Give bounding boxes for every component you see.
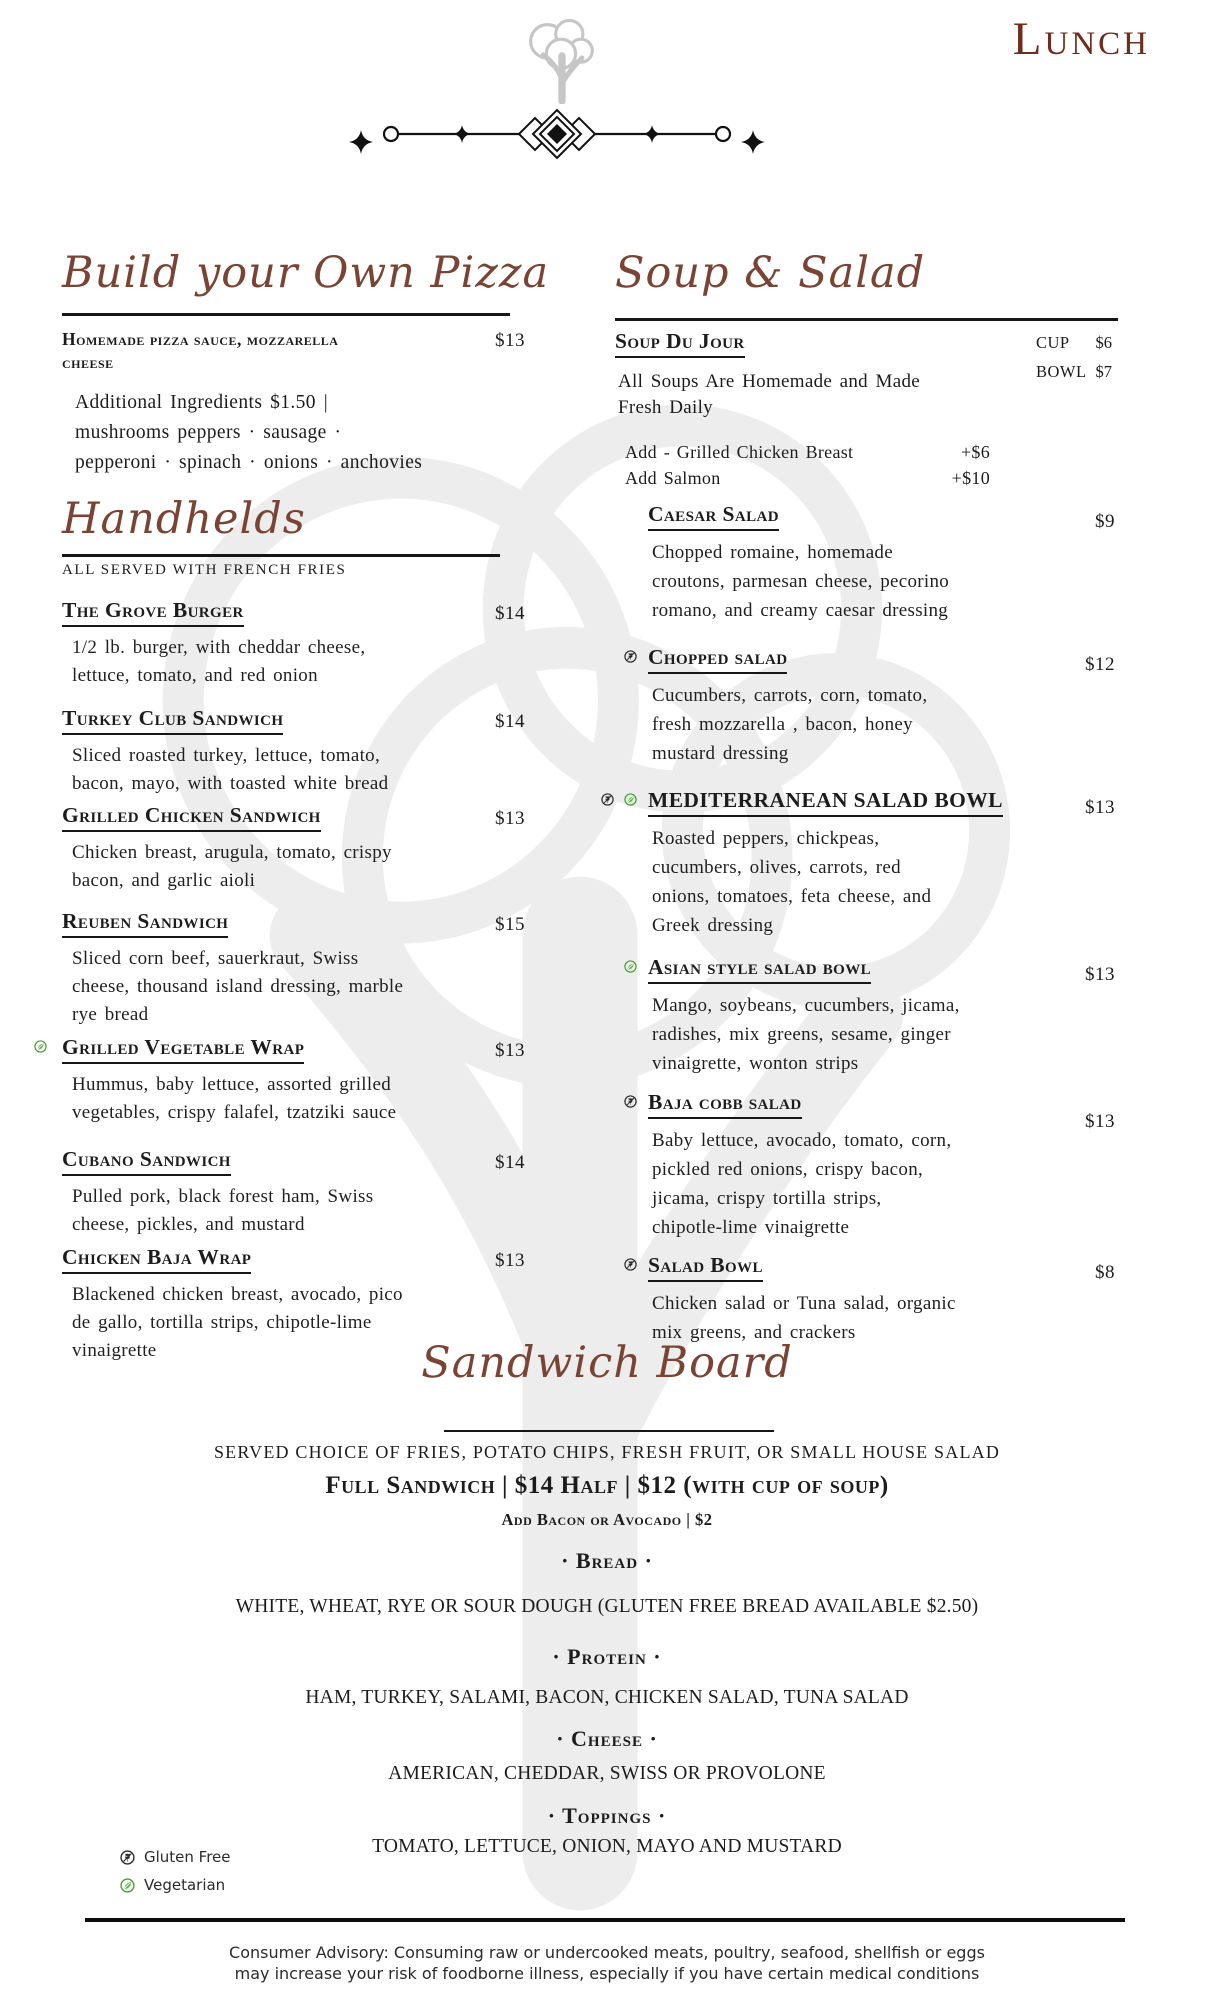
sandwich-served-line: SERVED CHOICE OF FRIES, POTATO CHIPS, FRESH FRUIT, OR SMALL HOUSE SALAD (213, 1442, 1001, 1462)
legend-label: Vegetarian (144, 1876, 226, 1894)
menu-item (62, 707, 525, 798)
item-description: 1/2 lb. burger, with cheddar cheese, lettuce, tomato, and red onion (72, 636, 366, 686)
sandwich-group-options: HAM, TURKEY, SALAMI, BACON, CHICKEN SALAD, TUNA SALAD (305, 1687, 909, 1708)
item-price: $13 (1085, 964, 1115, 985)
section-heading-soup-salad: Soup & Salad (615, 248, 926, 298)
menu-item (615, 646, 1115, 768)
pizza-note: Additional Ingredients $1.50 | mushrooms peppers · sausage · pepperoni · spinach · onions · anchovies (75, 392, 423, 473)
sandwich-group-title: · Cheese · (556, 1726, 658, 1751)
item-price: $14 (495, 603, 525, 624)
item-name: Soup Du Jour (615, 330, 745, 358)
menu-item (62, 328, 525, 374)
item-description: Sliced roasted turkey, lettuce, tomato, bacon, mayo, with toasted white bread (72, 744, 389, 794)
soup-description: All Soups Are Homemade and Made Fresh Daily (618, 371, 920, 418)
item-name: Turkey Club Sandwich (62, 707, 283, 735)
item-name: Cubano Sandwich (62, 1148, 231, 1176)
sandwich-group-options: TOMATO, LETTUCE, ONION, MAYO AND MUSTARD (372, 1836, 842, 1857)
menu-item (62, 1148, 525, 1239)
page-title: Lunch (1012, 13, 1150, 65)
addon-label: Add Salmon (625, 468, 721, 488)
item-price: $15 (495, 914, 525, 935)
handhelds-subtitle: ALL SERVED WITH FRENCH FRIES (62, 562, 347, 578)
item-price: $14 (495, 711, 525, 732)
sandwich-add-line: Add Bacon or Avocado | $2 (501, 1510, 713, 1529)
consumer-advisory: Consumer Advisory: Consuming raw or undercooked meats, poultry, seafood, shellfish or eggs may increase your risk of foodborne illness, especially if you have certain medical conditions (229, 1943, 985, 1983)
menu-item-soup-du-jour (615, 330, 745, 358)
gluten-free-icon (601, 793, 614, 806)
soup-sizes (1036, 333, 1112, 391)
cup-label: CUP (1036, 333, 1070, 352)
section-heading-pizza: Build your Own Pizza (62, 248, 550, 298)
menu-item (62, 910, 525, 1029)
item-name: Salad Bowl (648, 1254, 763, 1282)
item-description: Cucumbers, carrots, corn, tomato, fresh mozzarella , bacon, honey mustard dressing (652, 684, 928, 764)
item-name: Chicken Baja Wrap (62, 1246, 251, 1274)
legend-gluten-free (120, 1848, 231, 1866)
item-price: $9 (1095, 511, 1115, 532)
sandwich-group-options: WHITE, WHEAT, RYE OR SOUR DOUGH (GLUTEN FREE BREAD AVAILABLE $2.50) (235, 1596, 979, 1617)
item-description: Sliced corn beef, sauerkraut, Swiss cheese, thousand island dressing, marble rye bread (72, 947, 404, 1025)
item-price: $8 (1095, 1262, 1115, 1283)
footer-rule (85, 1918, 1125, 1922)
soup-addon (625, 468, 990, 494)
item-price: $12 (1085, 654, 1115, 675)
item-description: Chicken breast, arugula, tomato, crispy bacon, and garlic aioli (72, 841, 392, 891)
item-name: Baja cobb salad (648, 1091, 802, 1119)
addon-label: Add - Grilled Chicken Breast (625, 442, 854, 462)
menu-item (615, 1091, 1115, 1242)
item-name: Homemade pizza sauce, mozzarella cheese (62, 329, 339, 372)
gluten-free-icon (624, 1258, 637, 1271)
menu-item (615, 789, 1115, 940)
item-price: $13 (495, 1040, 525, 1061)
heading-rule (62, 554, 500, 557)
bowl-price: $7 (1095, 362, 1112, 381)
menu-item (615, 1254, 1115, 1347)
addon-price: +$10 (951, 468, 990, 488)
section-heading-sandwich-board: Sandwich Board (421, 1338, 793, 1388)
item-price: $14 (495, 1152, 525, 1173)
item-name: Asian style salad bowl (648, 956, 871, 984)
vegetarian-icon (120, 1878, 135, 1893)
menu-item (615, 956, 1115, 1078)
heading-rule (615, 318, 1118, 321)
item-name: Reuben Sandwich (62, 910, 228, 938)
item-description: Baby lettuce, avocado, tomato, corn, pickled red onions, crispy bacon, jicama, crispy tortilla strips, chipotle-lime vinaigrette (652, 1129, 952, 1238)
item-name: MEDITERRANEAN SALAD BOWL (648, 789, 1003, 817)
sandwich-group-title: · Bread · (561, 1548, 653, 1573)
item-name: Chopped salad (648, 646, 787, 674)
vegetarian-icon (34, 1040, 47, 1053)
soup-addon (625, 442, 990, 468)
item-name: Caesar Salad (648, 503, 779, 531)
legend-vegetarian (120, 1876, 225, 1894)
addon-price: +$6 (960, 442, 990, 462)
section-heading-handhelds: Handhelds (62, 494, 306, 544)
item-description: Mango, soybeans, cucumbers, jicama, radishes, mix greens, sesame, ginger vinaigrette, wonton strips (652, 994, 960, 1074)
item-price: $13 (495, 808, 525, 829)
bowl-label: BOWL (1036, 362, 1087, 381)
vegetarian-icon (624, 960, 637, 973)
item-description: Chopped romaine, homemade croutons, parmesan cheese, pecorino romano, and creamy caesar dressing (652, 541, 950, 621)
sandwich-group-title: · Toppings · (547, 1803, 667, 1828)
cup-price: $6 (1095, 333, 1112, 352)
item-price: $13 (495, 1250, 525, 1271)
item-name: Grilled Chicken Sandwich (62, 804, 321, 832)
item-description: Chicken salad or Tuna salad, organic mix greens, and crackers (652, 1292, 956, 1343)
heading-rule (62, 313, 510, 316)
sandwich-group-options: AMERICAN, CHEDDAR, SWISS OR PROVOLONE (388, 1763, 826, 1784)
menu-item (615, 503, 1115, 625)
item-price: $13 (495, 330, 525, 351)
heading-rule (444, 1430, 774, 1432)
vegetarian-icon (624, 793, 637, 806)
gluten-free-icon (624, 1095, 637, 1108)
menu-item (62, 804, 525, 895)
legend-label: Gluten Free (144, 1848, 231, 1866)
item-name: The Grove Burger (62, 599, 244, 627)
soup-addons (625, 442, 990, 494)
menu-item (62, 599, 525, 690)
sandwich-pricing-line: Full Sandwich | $14 Half | $12 (with cup of soup) (325, 1472, 889, 1499)
item-price: $13 (1085, 1111, 1115, 1132)
item-name: Grilled Vegetable Wrap (62, 1036, 304, 1064)
item-description: Pulled pork, black forest ham, Swiss cheese, pickles, and mustard (72, 1185, 374, 1235)
item-price: $13 (1085, 797, 1115, 818)
item-description: Roasted peppers, chickpeas, cucumbers, olives, carrots, red onions, tomatoes, feta cheese, and Greek dressing (652, 827, 932, 936)
gluten-free-icon (624, 650, 637, 663)
menu-item (62, 1036, 525, 1127)
gluten-free-icon (120, 1850, 135, 1865)
item-description: Blackened chicken breast, avocado, pico de gallo, tortilla strips, chipotle-lime vinaigrette (72, 1283, 403, 1361)
sandwich-group-title: · Protein · (552, 1644, 662, 1669)
item-description: Hummus, baby lettuce, assorted grilled vegetables, crispy falafel, tzatziki sauce (72, 1073, 397, 1123)
